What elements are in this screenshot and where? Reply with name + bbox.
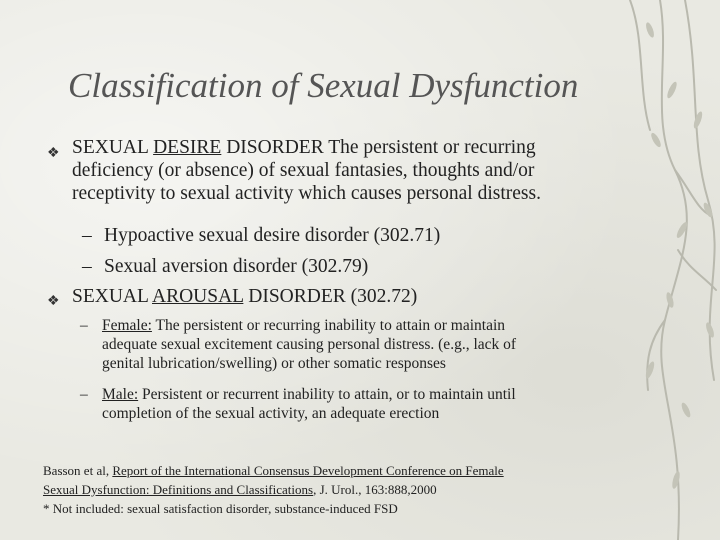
arousal-subitem-female: – Female: The persistent or recurring inability to attain or maintain adequate sexual excitement causing personal distress. (e.g., lack of genital lubrication/swelling) or other somatic responses — [80, 317, 517, 372]
footnote: * Not included: sexual satisfaction disorder, substance-induced FSD — [43, 501, 398, 516]
desire-line-2: deficiency (or absence) of sexual fantasies, thoughts and/or — [72, 160, 535, 181]
desire-line-3: receptivity to sexual activity which causes personal distress. — [72, 183, 541, 204]
arousal-keyword: AROUSAL — [152, 286, 244, 307]
desire-subitem-aversion: – Sexual aversion disorder (302.79) — [82, 256, 369, 277]
slide-title: Classification of Sexual Dysfunction — [68, 66, 579, 105]
bullet-icon: ❖ — [47, 294, 60, 309]
bullet-icon: ❖ — [47, 146, 60, 161]
desire-disorder-item: SEXUAL DESIRE DISORDER The persistent or recurring deficiency (or absence) of sexual fantasies, thoughts and/or receptivity to sexual activity which causes personal distress. — [72, 136, 662, 205]
desire-keyword: DESIRE — [153, 137, 222, 158]
arousal-disorder-item: SEXUAL AROUSAL DISORDER (302.72) — [72, 286, 418, 307]
arousal-subitem-male: – Male: Persistent or recurrent inability to attain, or to maintain until completion of the sexual activity, an adequate erection — [80, 386, 516, 422]
female-label: Female: — [102, 317, 152, 334]
desire-subitem-hypoactive: – Hypoactive sexual desire disorder (302.71) — [82, 225, 441, 246]
male-label: Male: — [102, 386, 139, 403]
reference-title-link-cont[interactable]: Sexual Dysfunction: Definitions and Classifications — [43, 482, 314, 497]
reference-title-link[interactable]: Report of the International Consensus Development Conference on Female — [112, 463, 504, 478]
reference-citation: Basson et al, Report of the International Consensus Development Conference on Female Sexual Dysfunction: Definitions and Classifications, J. Urol., 163:888,2000 * Not included: sexual satisfaction disorder, substance-induced FSD — [43, 461, 683, 518]
